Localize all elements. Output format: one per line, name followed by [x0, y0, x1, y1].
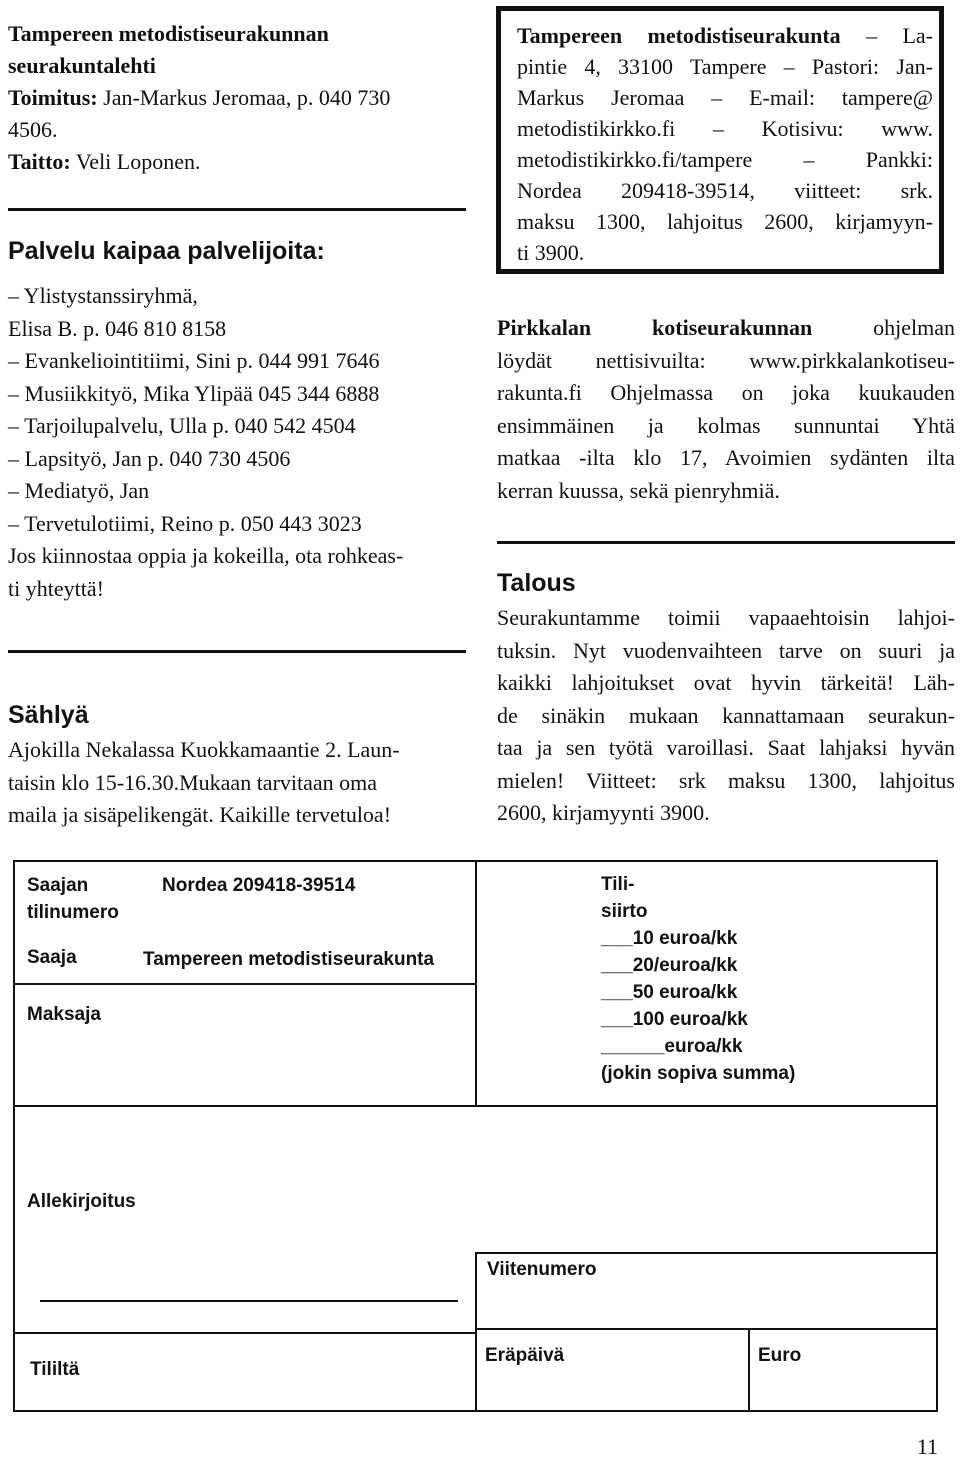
editor-line [8, 82, 468, 114]
paragraph-line: taa ja sen työtä varoillasi. Saat lahjaksi hyvän [497, 735, 955, 760]
editor-label: Toimitus: [8, 85, 98, 110]
talous-heading: Talous [497, 569, 576, 597]
paragraph-line: löydät nettisivuilta: www.pirkkalankotiseu- [497, 347, 955, 373]
layout-value: Veli Loponen. [70, 149, 201, 174]
paragraph-line: kaikki lahjoitukset ovat hyvin tärkeitä! Läh- [497, 670, 955, 695]
amount-note: (jokin sopiva summa) [601, 1063, 796, 1084]
paragraph-line: matkaa -ilta klo 17, Avoimien sydänten ilta [497, 445, 955, 470]
form-divider-top [13, 983, 475, 985]
from-account-label: Tililtä [30, 1359, 80, 1380]
contact-line: Tampereen metodistiseurakunta – La- [517, 23, 933, 48]
palvelu-list [8, 280, 468, 605]
giro-form [0, 850, 960, 1450]
talous-text [497, 602, 955, 830]
recipient-account-value: Nordea 209418-39514 [162, 875, 356, 896]
amount-option[interactable]: ___100 euroa/kk [601, 1009, 748, 1030]
list-item: – Tarjoilupalvelu, Ulla p. 040 542 4504 [8, 413, 356, 438]
paragraph-line: de sinäkin mukaan kannattamaan seurakun- [497, 702, 955, 728]
form-divider-vertical [475, 860, 477, 1105]
contact-line: metodistikirkko.fi – Kotisivu: www. [517, 116, 933, 141]
transfer-label: Tili- [601, 874, 635, 895]
paragraph-line: maila ja sisäpelikengät. Kaikille tervetuloa! [8, 802, 392, 827]
list-item: – Tervetulotiimi, Reino p. 050 443 3023 [8, 510, 362, 536]
amount-option[interactable]: ___10 euroa/kk [601, 928, 738, 949]
paragraph-line: 2600, kirjamyynti 3900. [497, 800, 710, 825]
contact-line: maksu 1300, lahjoitus 2600, kirjamyyn- [517, 209, 933, 234]
form-divider-middle [13, 1105, 938, 1107]
amount-option[interactable]: ______euroa/kk [601, 1036, 743, 1057]
editor-value-cont: 4506. [8, 117, 58, 142]
amount-option[interactable]: ___20/euroa/kk [601, 955, 738, 976]
transfer-label: siirto [601, 901, 648, 922]
palvelu-heading: Palvelu kaipaa palvelijoita: [8, 237, 325, 265]
recipient-account-label: Saajan tilinumero [27, 875, 119, 923]
page-number: 11 [916, 1434, 938, 1459]
payer-label: Maksaja [27, 1004, 101, 1025]
amount-option[interactable]: ___50 euroa/kk [601, 982, 738, 1003]
masthead [8, 18, 468, 178]
list-item: – Ylistystanssiryhmä, [8, 283, 198, 308]
list-item: Elisa B. p. 046 810 8158 [8, 315, 227, 341]
list-item: – Mediatyö, Jan [8, 478, 150, 503]
pirkkala-text [497, 312, 955, 507]
paragraph-line: Pirkkalan kotiseurakunnan ohjelman [497, 315, 955, 340]
paragraph-line: ensimmäinen ja kolmas sunnuntai Yhtä [497, 412, 955, 438]
paragraph-line: Ajokilla Nekalassa Kuokkamaantie 2. Laun- [8, 737, 400, 762]
form-divider-due [475, 1328, 938, 1330]
recipient-label: Saaja [27, 947, 77, 968]
signature-line [40, 1300, 458, 1302]
list-item: ti yhteyttä! [8, 575, 104, 601]
paragraph-line: rakunta.fi Ohjelmassa on joka kuukauden [497, 380, 955, 405]
divider [497, 541, 955, 544]
contact-line: metodistikirkko.fi/tampere – Pankki: [517, 147, 933, 172]
paragraph-line: kerran kuussa, sekä pienryhmiä. [497, 477, 780, 503]
paragraph-line: Seurakuntamme toimii vapaaehtoisin lahjoi- [497, 605, 955, 630]
transfer-options [601, 871, 795, 1087]
list-item: – Musiikkityö, Mika Ylipää 045 344 6888 [8, 380, 380, 406]
contact-line: Markus Jeromaa – E-mail: tampere@ [517, 85, 933, 110]
list-item: – Evankeliointitiimi, Sini p. 044 991 7646 [8, 348, 380, 373]
pirkkala-name: Pirkkalan kotiseurakunnan [497, 315, 813, 340]
editor-value: Jan-Markus Jeromaa, p. 040 730 [97, 85, 391, 110]
divider [8, 650, 466, 653]
recipient-value: Tampereen metodistiseurakunta [143, 949, 435, 970]
form-divider-reference-top [475, 1252, 938, 1254]
form-divider-reference-left [475, 1252, 477, 1412]
sahly-text [8, 734, 468, 832]
contact-line: pintie 4, 33100 Tampere – Pastori: Jan- [517, 54, 933, 79]
publication-title: Tampereen metodistiseurakunnan [8, 21, 329, 46]
layout-line [8, 146, 468, 178]
contact-line: ti 3900. [517, 240, 585, 265]
contact-box-text [517, 20, 933, 268]
due-date-label: Eräpäivä [485, 1345, 565, 1366]
contact-line: Nordea 209418-39514, viitteet: srk. [517, 178, 933, 203]
divider [8, 208, 466, 211]
contact-name: Tampereen metodistiseurakunta [517, 23, 841, 48]
reference-label: Viitenumero [487, 1259, 597, 1280]
signature-label: Allekirjoitus [27, 1191, 136, 1212]
form-divider-from-account [13, 1332, 475, 1334]
layout-label: Taitto: [8, 149, 71, 174]
paragraph-line: taisin klo 15-16.30.Mukaan tarvitaan oma [8, 769, 378, 795]
form-divider-euro [748, 1328, 750, 1412]
euro-label: Euro [758, 1345, 802, 1366]
sahly-heading: Sählyä [8, 701, 89, 729]
paragraph-line: tuksin. Nyt vuodenvaihteen tarve on suuri ja [497, 637, 955, 663]
form-border-left [13, 860, 15, 1412]
publication-subtitle: seurakuntalehti [8, 53, 156, 78]
list-item: Jos kiinnostaa oppia ja kokeilla, ota rohkeas- [8, 543, 404, 568]
list-item: – Lapsityö, Jan p. 040 730 4506 [8, 445, 291, 471]
paragraph-line: mielen! Viitteet: srk maksu 1300, lahjoitus [497, 767, 955, 793]
